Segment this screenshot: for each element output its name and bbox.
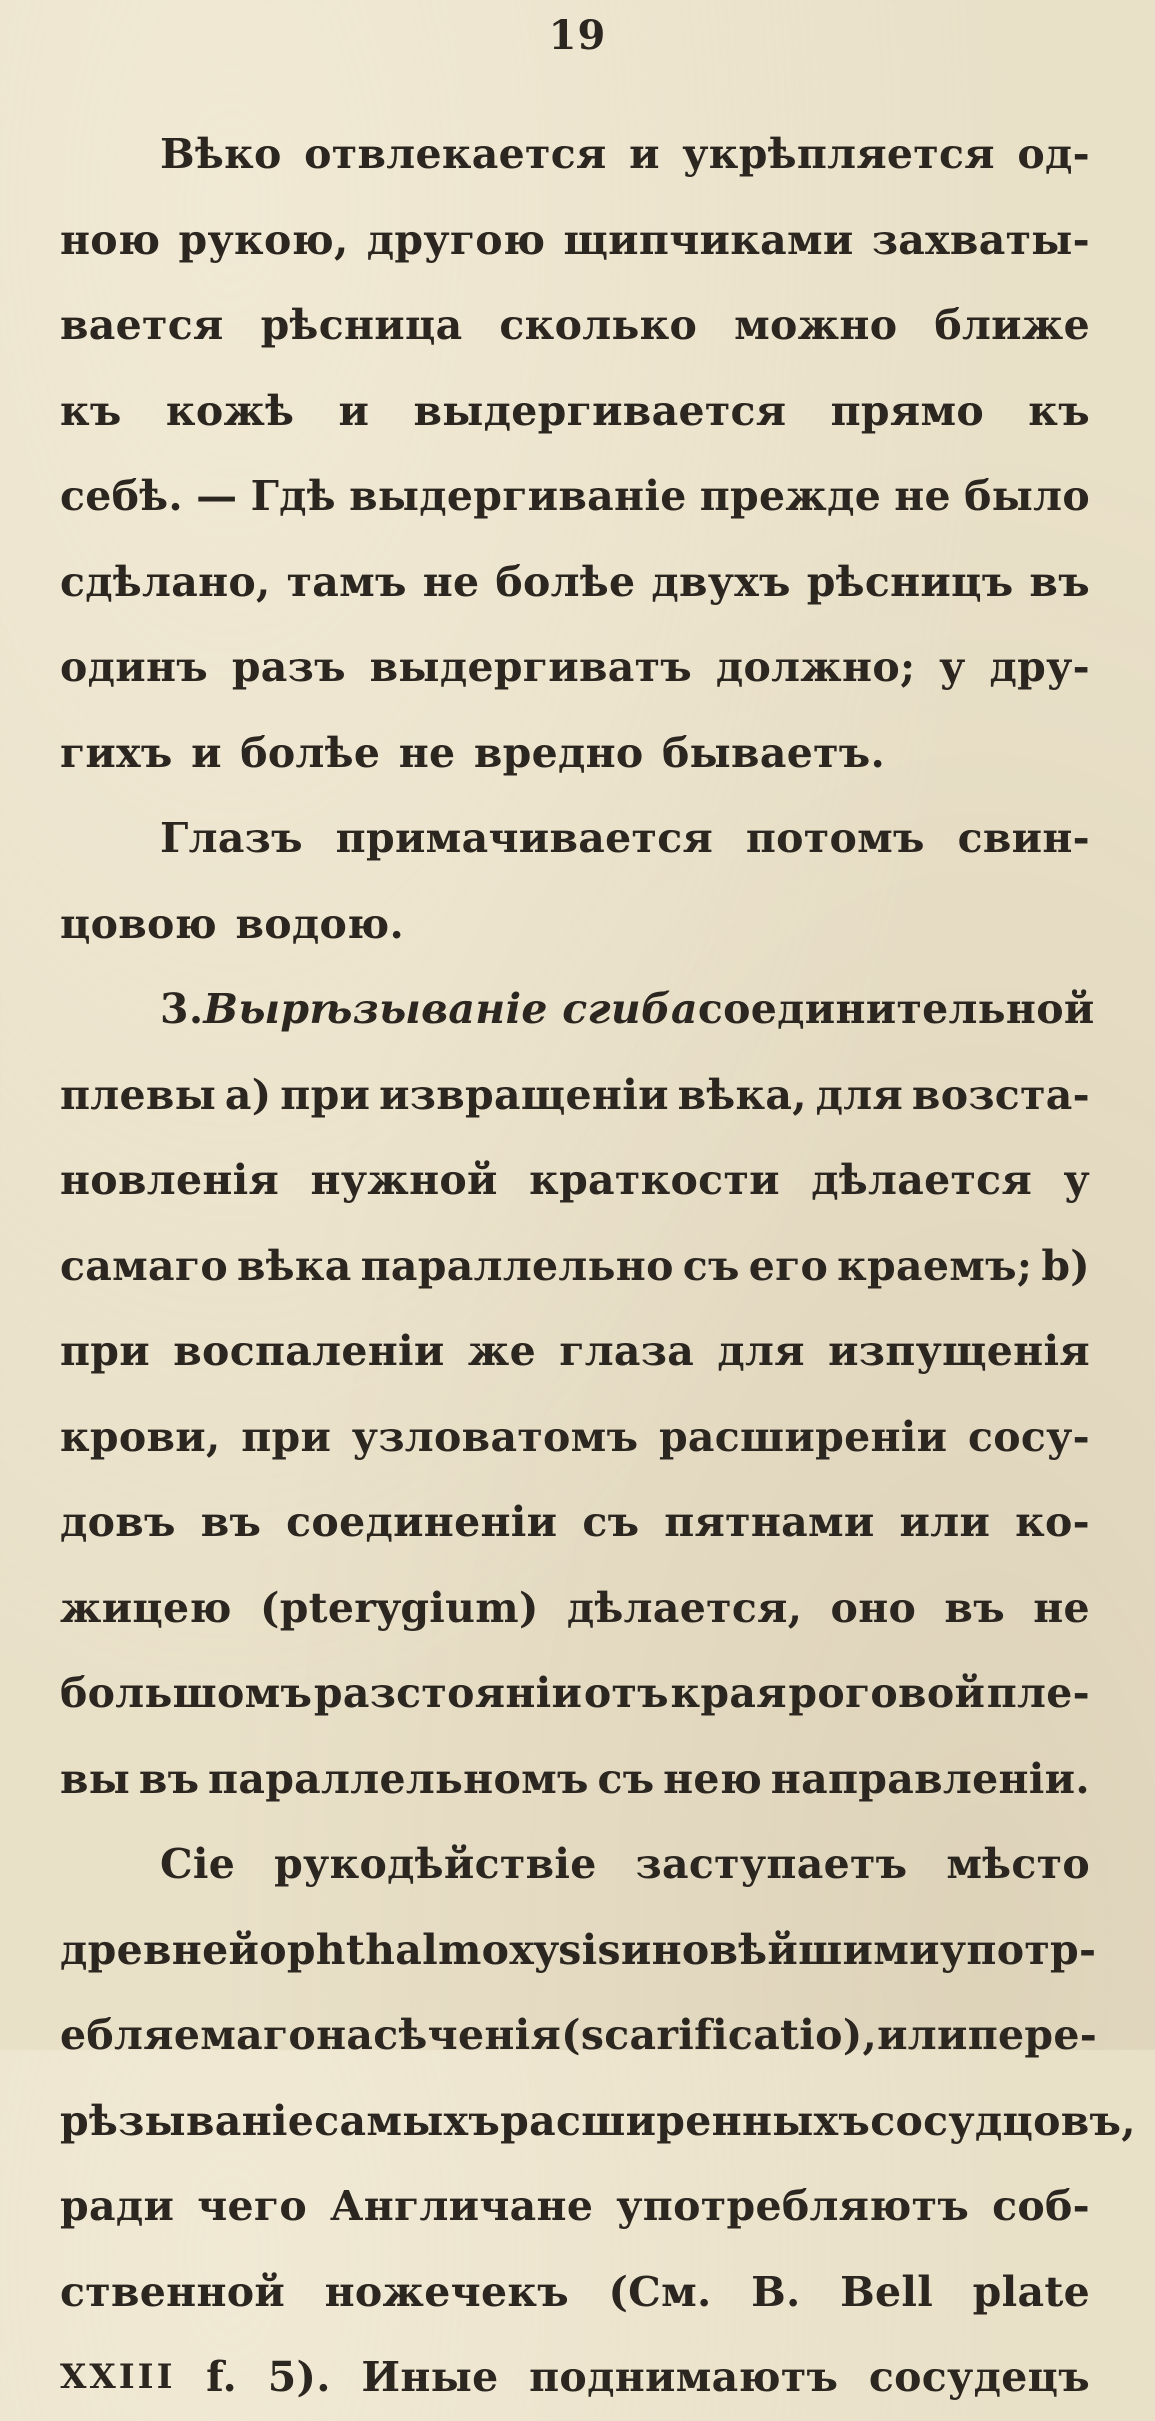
word: B. <box>751 2267 801 2316</box>
word: пере- <box>967 2011 1098 2059</box>
word: вается <box>60 301 224 349</box>
word: примачивается <box>335 814 714 862</box>
word: извращенiи <box>379 1070 669 1119</box>
word: Вѣко <box>160 130 282 178</box>
word: гихъ <box>60 728 173 777</box>
word: было <box>964 472 1090 520</box>
word: съ <box>682 1241 740 1290</box>
word: прежде <box>699 472 882 520</box>
word: укрѣпляется <box>682 130 995 178</box>
text-line <box>60 1138 1090 1224</box>
word: или <box>877 2011 968 2059</box>
text-line <box>60 1993 1098 2079</box>
word: насѣченiя <box>316 2011 562 2059</box>
text-line <box>60 711 1090 797</box>
word: рѣзыванiе <box>60 2096 315 2145</box>
page-text <box>60 112 1136 2421</box>
word: f. <box>206 2353 238 2401</box>
word: или <box>899 1498 991 1546</box>
word: древней <box>60 1925 260 1974</box>
word: цовою <box>60 899 218 948</box>
word: вѣка <box>236 1241 352 1290</box>
text-line <box>60 625 1090 711</box>
word: а) <box>224 1070 272 1119</box>
word: болѣе <box>495 557 636 606</box>
word: (scarificatio), <box>561 2011 878 2059</box>
word: и <box>629 130 660 178</box>
word: употребляютъ <box>616 2182 970 2230</box>
word: кожѣ <box>165 386 295 435</box>
text-line <box>60 1309 1090 1395</box>
word: жицею <box>60 1583 232 1632</box>
text-line <box>60 2164 1090 2250</box>
word: прямо <box>830 386 985 435</box>
word: пле- <box>986 1669 1090 1717</box>
word: же <box>467 1327 536 1375</box>
text-line <box>60 2250 1090 2336</box>
word: соединительной <box>697 985 1095 1033</box>
word: ближе <box>934 301 1090 349</box>
word: къ <box>60 386 122 435</box>
word: самыхъ <box>314 2096 501 2145</box>
word: b) <box>1041 1241 1090 1290</box>
text-line <box>60 283 1090 369</box>
word: мѣсто <box>946 1840 1090 1888</box>
word: воспаленiи <box>173 1327 445 1375</box>
text-line <box>60 454 1090 540</box>
word: въ <box>1029 557 1090 606</box>
word: не <box>894 472 951 520</box>
word: од- <box>1017 130 1090 178</box>
text-line <box>60 1480 1090 1566</box>
word: его <box>748 1241 829 1290</box>
word: глаза <box>559 1327 695 1375</box>
word: расширенiи <box>658 1412 948 1461</box>
word: свин- <box>957 814 1090 862</box>
text-line <box>60 2079 1136 2165</box>
word: къ <box>1028 386 1090 435</box>
word: при <box>280 1070 371 1119</box>
word: захваты- <box>871 215 1090 264</box>
word: Гдѣ <box>250 472 336 520</box>
word: (pterygium) <box>260 1583 539 1632</box>
word: — <box>196 472 238 520</box>
word: потомъ <box>745 814 925 862</box>
word: соб- <box>992 2182 1090 2230</box>
word: Bell <box>840 2267 934 2316</box>
word: ко- <box>1015 1498 1090 1546</box>
word: параллельномъ <box>208 1754 589 1803</box>
word: бываетъ. <box>662 728 886 777</box>
text-line <box>60 1566 1090 1652</box>
word: разстоянiи <box>313 1669 583 1717</box>
word: сдѣлано, <box>60 557 271 606</box>
word: Англичане <box>330 2182 594 2230</box>
text-line <box>60 112 1090 198</box>
word: съ <box>582 1498 640 1546</box>
word: выдергиванiе <box>349 472 687 520</box>
word: не <box>1033 1583 1090 1632</box>
word: рѣсница <box>260 301 463 349</box>
word: параллельно <box>360 1241 674 1290</box>
word: дѣлается <box>811 1156 1033 1204</box>
word: одинъ <box>60 643 209 691</box>
word: Сiе <box>160 1840 236 1888</box>
text-line <box>60 1651 1090 1737</box>
word: водою. <box>235 899 405 948</box>
text-line <box>60 540 1090 626</box>
word: новѣйшими <box>651 1925 940 1974</box>
plate-reference: XXIII <box>60 2357 176 2397</box>
section-heading-italic: Вырѣзыванiе сгиба <box>203 985 698 1033</box>
word: нoю <box>60 215 161 264</box>
word: вы <box>60 1754 131 1803</box>
word: ради <box>60 2182 175 2230</box>
word: дру- <box>989 643 1090 691</box>
word: сосудцовъ, <box>870 2096 1136 2145</box>
word: ебляемаго <box>60 2011 317 2059</box>
word: употр- <box>939 1925 1097 1974</box>
text-line <box>60 2335 1090 2421</box>
word: и <box>338 386 370 435</box>
word: краткости <box>529 1156 780 1204</box>
word: самаго <box>60 1241 228 1290</box>
word: у <box>939 643 966 691</box>
word: Глазъ <box>160 814 303 862</box>
word: края <box>670 1669 787 1717</box>
word: въ <box>944 1583 1005 1632</box>
word: плевы <box>60 1070 217 1119</box>
word: большомъ <box>60 1669 313 1717</box>
page-number: 19 <box>548 12 607 59</box>
word: болѣе <box>240 728 381 777</box>
word: рѣсницъ <box>806 557 1014 606</box>
word: возста- <box>911 1070 1090 1119</box>
word: при <box>241 1412 332 1461</box>
word: узловатомъ <box>351 1412 639 1461</box>
word: изпущенiя <box>828 1327 1090 1375</box>
word: отъ <box>583 1669 669 1717</box>
word: рукою, <box>178 215 349 264</box>
word: ophthalmoxysis <box>259 1925 621 1974</box>
word: выдергивается <box>413 386 787 435</box>
word: и <box>620 1925 652 1974</box>
word: щипчиками <box>563 215 854 264</box>
word: для <box>717 1327 805 1375</box>
word: 3. <box>160 985 204 1033</box>
word: рукодѣйствiе <box>274 1840 597 1888</box>
word: (См. <box>608 2267 712 2316</box>
text-line <box>60 1395 1090 1481</box>
word: крови, <box>60 1412 221 1461</box>
word: не <box>398 728 456 777</box>
word: направленiи. <box>770 1754 1090 1803</box>
word: нею <box>663 1754 763 1803</box>
word: сосу- <box>967 1412 1090 1461</box>
word: оно <box>830 1583 917 1632</box>
text-line <box>60 1053 1090 1139</box>
text-line <box>60 796 1090 882</box>
text-line <box>60 967 1095 1053</box>
word: разъ <box>231 643 346 691</box>
word: у <box>1063 1156 1090 1204</box>
word: ственной <box>60 2267 286 2316</box>
word: роговой <box>788 1669 986 1717</box>
word: двухъ <box>651 557 791 606</box>
word: тамъ <box>286 557 407 606</box>
word: сколько <box>499 301 698 349</box>
text-line <box>60 198 1090 284</box>
word: новленiя <box>60 1156 280 1204</box>
word: можно <box>734 301 898 349</box>
word: сосудецъ <box>868 2353 1090 2401</box>
word: поднимаютъ <box>529 2353 839 2401</box>
word: и <box>191 728 222 777</box>
word: вредно <box>473 728 644 777</box>
text-line <box>60 369 1090 455</box>
word: выдергиватъ <box>369 643 693 691</box>
word: при <box>60 1327 150 1375</box>
text-line <box>60 882 1090 968</box>
word: нужной <box>310 1156 498 1204</box>
word: дѣлается, <box>566 1583 803 1632</box>
word: пятнами <box>664 1498 875 1546</box>
word: довъ <box>60 1498 176 1546</box>
word: чего <box>197 2182 307 2230</box>
word: 5). <box>267 2353 331 2401</box>
text-line <box>60 1224 1090 1310</box>
word: не <box>422 557 480 606</box>
word: Иные <box>361 2353 499 2401</box>
word: вѣка, <box>677 1070 807 1119</box>
word: отвлекается <box>304 130 607 178</box>
word: соединенiи <box>286 1498 558 1546</box>
word: краемъ; <box>837 1241 1033 1290</box>
word: расширенныхъ <box>500 2096 871 2145</box>
word: въ <box>200 1498 262 1546</box>
word: должно; <box>715 643 916 691</box>
text-line <box>60 1737 1090 1823</box>
word: себѣ. <box>60 472 183 520</box>
word: для <box>815 1070 904 1119</box>
word: съ <box>597 1754 655 1803</box>
word: plate <box>972 2267 1090 2316</box>
word: другою <box>366 215 546 264</box>
word: заступаетъ <box>635 1840 908 1888</box>
text-line <box>60 1908 1097 1994</box>
word: въ <box>138 1754 200 1803</box>
word: ножечекъ <box>324 2267 569 2316</box>
text-line <box>60 1822 1090 1908</box>
